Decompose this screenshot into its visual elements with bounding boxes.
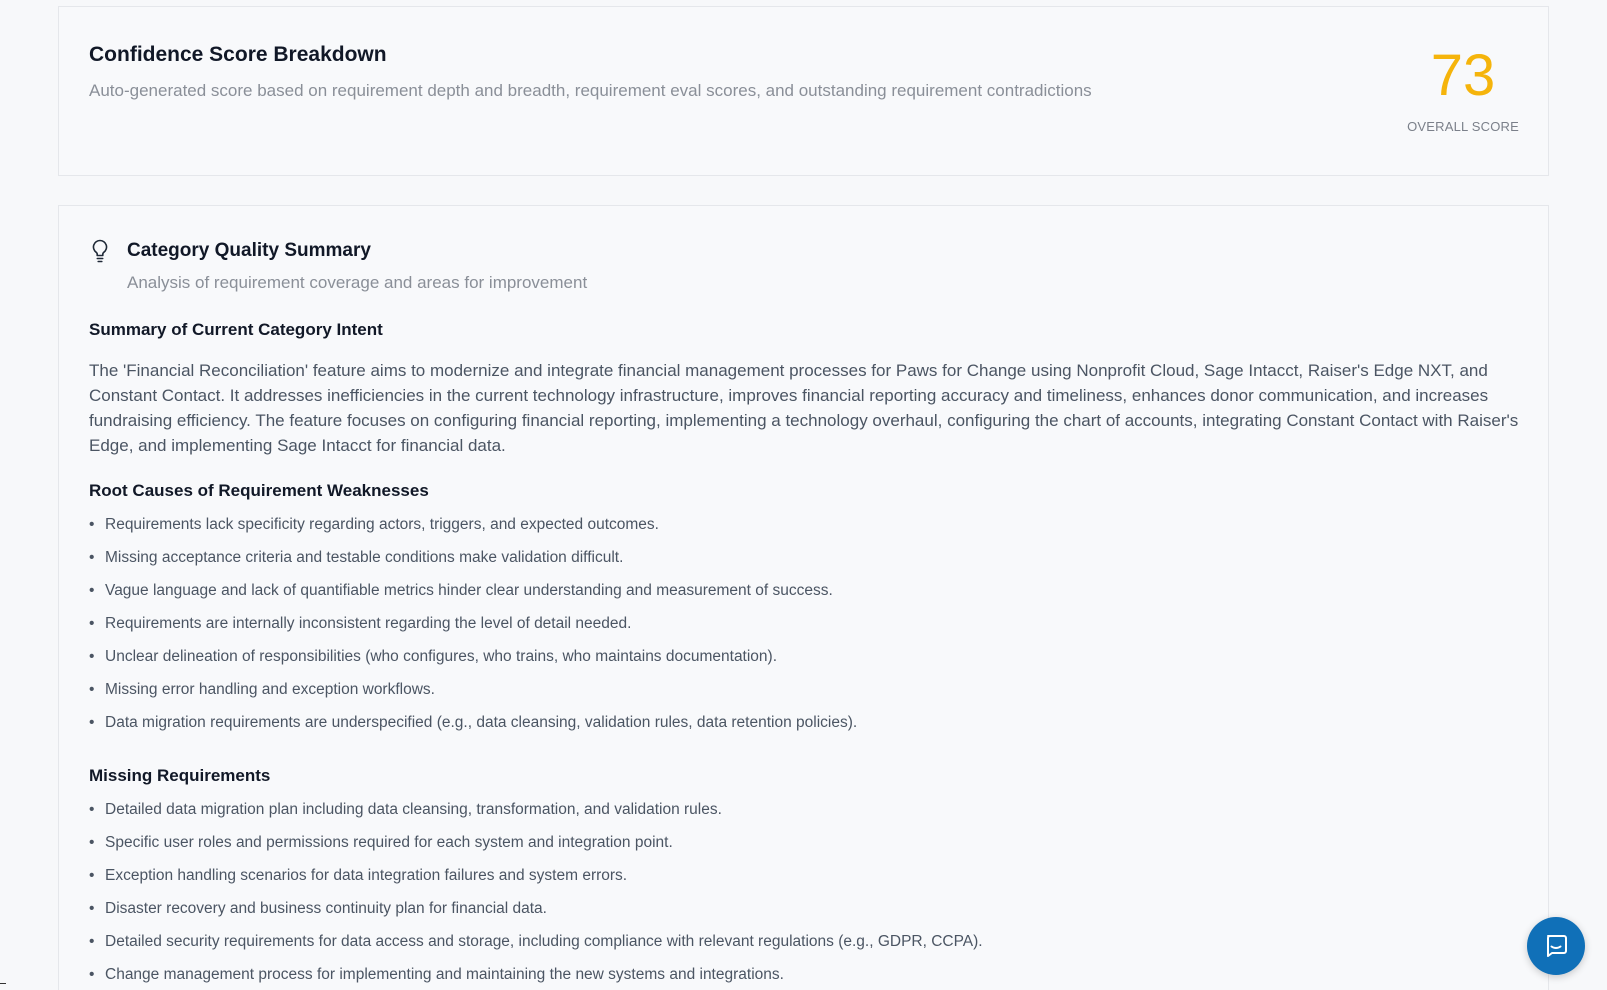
list-item: • Detailed security requirements for data access and storage, including compliance with relevant regulations (e.g., GDPR, CCPA). <box>89 931 983 964</box>
list-item: • Missing error handling and exception workflows. <box>89 679 857 712</box>
score-card-description: Auto-generated score based on requirement depth and breadth, requirement eval scores, and outstanding requirement contradictions <box>89 81 1092 100</box>
list-item: • Specific user roles and permissions required for each system and integration point. <box>89 832 983 865</box>
edge-mark <box>0 983 6 984</box>
list-item: • Data migration requirements are underspecified (e.g., data cleansing, validation rules, data retention policies). <box>89 712 857 745</box>
chat-launcher-button[interactable] <box>1527 917 1585 975</box>
missing-requirements-heading: Missing Requirements <box>89 766 271 785</box>
confidence-score-card <box>58 6 1549 176</box>
list-item: • Vague language and lack of quantifiable metrics hinder clear understanding and measurement of success. <box>89 580 857 613</box>
list-item: • Requirements are internally inconsistent regarding the level of detail needed. <box>89 613 857 646</box>
root-causes-list <box>89 514 857 745</box>
list-item: • Change management process for implementing and maintaining the new systems and integrations. <box>89 964 983 990</box>
summary-subtitle: Analysis of requirement coverage and areas for improvement <box>127 273 588 292</box>
category-quality-summary-card <box>58 205 1549 990</box>
list-item: • Unclear delineation of responsibilities (who configures, who trains, who maintains documentation). <box>89 646 857 679</box>
intent-heading: Summary of Current Category Intent <box>89 320 383 339</box>
missing-requirements-list <box>89 799 983 990</box>
list-item: • Disaster recovery and business continuity plan for financial data. <box>89 898 983 931</box>
list-item: • Requirements lack specificity regarding actors, triggers, and expected outcomes. <box>89 514 857 547</box>
list-item: • Detailed data migration plan including data cleansing, transformation, and validation rules. <box>89 799 983 832</box>
chat-icon <box>1543 933 1569 959</box>
intent-text: The 'Financial Reconciliation' feature aims to modernize and integrate financial management processes for Paws for Change using Nonprofit Cloud, Sage Intacct, Raiser's Edge NXT, and Constant Contact. It addresses inefficiencies in the current technology infrastructure, improves financial reporting accuracy and timeliness, enhances donor communication, and increases fundraising efficiency. The feature focuses on configuring financial reporting, implementing a technology overhaul, configuring the chart of accounts, integrating Constant Contact with Raiser's Edge, and implementing Sage Intacct for financial data. <box>89 361 1519 455</box>
list-item: • Exception handling scenarios for data integration failures and system errors. <box>89 865 983 898</box>
lightbulb-icon <box>89 238 111 264</box>
list-item: • Missing acceptance criteria and testable conditions make validation difficult. <box>89 547 857 580</box>
summary-title: Category Quality Summary <box>127 240 371 261</box>
root-causes-heading: Root Causes of Requirement Weaknesses <box>89 481 429 500</box>
overall-score-label: OVERALL SCORE <box>1407 119 1519 134</box>
overall-score <box>1407 43 1519 134</box>
overall-score-value: 73 <box>1430 43 1496 108</box>
score-card-title: Confidence Score Breakdown <box>89 43 387 66</box>
